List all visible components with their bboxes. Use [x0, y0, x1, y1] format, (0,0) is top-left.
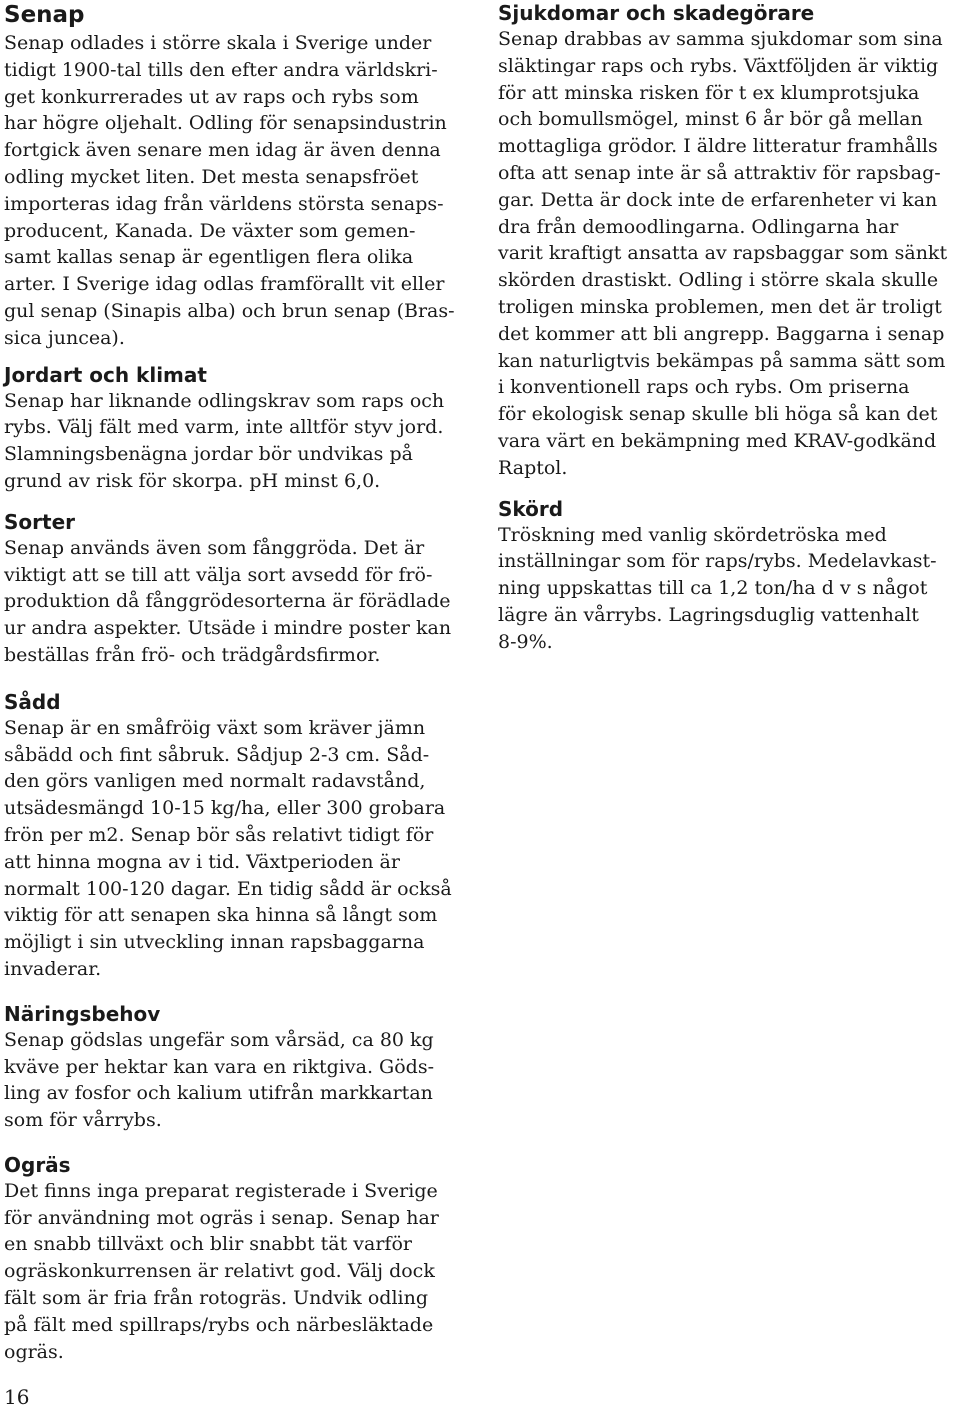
section-spacer	[4, 1134, 470, 1152]
intro-paragraph	[4, 30, 470, 352]
intro-line: Senap odlades i större skala i Sverige under	[4, 32, 432, 54]
intro-line: sica juncea).	[4, 326, 125, 349]
section-heading-ogras: Ogräs	[4, 1152, 71, 1177]
section-heading-skord: Skörd	[498, 496, 564, 521]
intro-line: producent, Kanada. De växter som gemen-	[4, 219, 416, 242]
body-line: viktigt att se till att välja sort avsedd för frö-	[4, 563, 433, 586]
right-column	[498, 0, 958, 656]
body-line: Tröskning med vanlig skördetröska med	[498, 523, 887, 546]
body-line: viktig för att senapen ska hinna så långt som	[4, 904, 438, 927]
body-line: ogräs.	[4, 1340, 64, 1363]
page-number: 16	[4, 1385, 30, 1409]
body-line: ofta att senap inte är så attraktiv för rapsbag-	[498, 161, 941, 184]
section-heading-sorter: Sorter	[4, 509, 75, 534]
body-line: grund av risk för skorpa. pH minst 6,0.	[4, 469, 381, 492]
intro-line: arter. I Sverige idag odlas framförallt vit eller	[4, 273, 445, 296]
section-heading-sjukdomar: Sjukdomar och skadegörare	[498, 1, 815, 25]
body-line: för ekologisk senap skulle bli höga så kan det	[498, 403, 938, 426]
body-line: ling av fosfor och kalium utifrån markkartan	[4, 1082, 433, 1105]
body-line: troligen minska problemen, men det är troligt	[498, 295, 942, 318]
body-line: och bomullsmögel, minst 6 år bör gå mellan	[498, 108, 923, 131]
body-line: Raptol.	[498, 456, 568, 479]
intro-line: har högre oljehalt. Odling för senapsindustrin	[4, 112, 447, 135]
body-line: ur andra aspekter. Utsäde i mindre poster kan	[4, 617, 452, 640]
body-line: skörden drastiskt. Odling i större skala skulle	[498, 269, 939, 292]
body-line: mottagliga grödor. I äldre litteratur framhålls	[498, 135, 938, 158]
body-line: ogräskonkurrensen är relativt god. Välj dock	[4, 1260, 435, 1283]
page-title: Senap	[4, 2, 85, 28]
body-line: Det finns inga preparat registerade i Sverige	[4, 1179, 438, 1202]
section-body-sadd	[4, 715, 470, 983]
section-body-naringsbehov	[4, 1027, 470, 1134]
body-line: Senap drabbas av samma sjukdomar som sina	[498, 28, 943, 50]
body-line: inställningar som för raps/rybs. Medelavkast-	[498, 550, 937, 573]
intro-line: fortgick även senare men idag är även denna	[4, 139, 441, 162]
intro-line: odling mycket liten. Det mesta senapsfröet	[4, 165, 419, 188]
body-line: fält som är fria från rotogräs. Undvik odling	[4, 1287, 429, 1310]
section-heading-jordart: Jordart och klimat	[4, 362, 207, 387]
body-line: normalt 100-120 dagar. En tidig sådd är också	[4, 877, 452, 900]
section-body-jordart	[4, 388, 470, 495]
section-spacer	[498, 482, 958, 496]
section-body-sorter	[4, 535, 470, 669]
intro-line: gul senap (Sinapis alba) och brun senap (Bras-	[4, 299, 455, 322]
section-heading-sadd: Sådd	[4, 689, 61, 714]
body-line: lägre än vårrybs. Lagringsduglig vattenhalt	[498, 603, 919, 626]
body-line: utsädesmängd 10-15 kg/ha, eller 300 grobara	[4, 797, 446, 820]
body-line: Senap är en småfröig växt som kräver jämn	[4, 716, 426, 739]
section-heading-naringsbehov: Näringsbehov	[4, 1001, 161, 1026]
body-line: kan naturligtvis bekämpas på samma sätt som	[498, 349, 946, 372]
body-line: Slamningsbenägna jordar bör undvikas på	[4, 443, 413, 466]
section-spacer	[4, 495, 470, 509]
body-line: 8-9%.	[498, 630, 553, 653]
body-line: dra från demoodlingarna. Odlingarna har	[498, 215, 899, 238]
body-line: för att minska risken för t ex klumprotsjuka	[498, 81, 920, 104]
section-body-skord	[498, 522, 958, 656]
body-line: det kommer att bli angrepp. Baggarna i senap	[498, 322, 945, 345]
body-line: Senap används även som fånggröda. Det är	[4, 536, 425, 559]
left-column	[4, 0, 470, 1365]
section-spacer	[4, 983, 470, 1001]
body-line: vara värt en bekämpning med KRAV-godkänd	[498, 429, 937, 452]
intro-line: tidigt 1900-tal tills den efter andra världskri-	[4, 58, 438, 81]
body-line: den görs vanligen med normalt radavstånd,	[4, 770, 426, 793]
body-line: släktingar raps och rybs. Växtföljden är viktig	[498, 54, 939, 77]
body-line: ning uppskattas till ca 1,2 ton/ha d v s något	[498, 577, 928, 600]
section-spacer	[4, 669, 470, 689]
body-line: såbädd och fint såbruk. Sådjup 2-3 cm. Såd-	[4, 743, 430, 766]
section-body-ogras	[4, 1178, 470, 1366]
body-line: varit kraftigt ansatta av rapsbaggar som sänkt	[498, 242, 948, 265]
body-line: frön per m2. Senap bör sås relativt tidigt för	[4, 823, 434, 846]
body-line: invaderar.	[4, 957, 102, 980]
body-line: som för vårrybs.	[4, 1109, 162, 1132]
body-line: möjligt i sin utveckling innan rapsbaggarna	[4, 931, 425, 954]
body-line: Senap gödslas ungefär som vårsäd, ca 80 kg	[4, 1028, 434, 1051]
body-line: beställas från frö- och trädgårdsfirmor.	[4, 643, 381, 666]
body-line: kväve per hektar kan vara en riktgiva. Göds-	[4, 1055, 434, 1078]
intro-line: importeras idag från världens största senaps-	[4, 192, 444, 215]
section-spacer	[4, 352, 470, 362]
body-line: i konventionell raps och rybs. Om priserna	[498, 376, 910, 399]
body-line: på fält med spillraps/rybs och närbesläktade	[4, 1313, 434, 1336]
body-line: rybs. Välj fält med varm, inte alltför styv jord.	[4, 416, 444, 439]
body-line: för användning mot ogräs i senap. Senap har	[4, 1206, 439, 1229]
body-line: Senap har liknande odlingskrav som raps och	[4, 389, 445, 412]
intro-line: get konkurrerades ut av raps och rybs som	[4, 85, 419, 108]
body-line: att hinna mogna av i tid. Växtperioden är	[4, 850, 400, 873]
body-line: en snabb tillväxt och blir snabbt tät varför	[4, 1233, 412, 1256]
intro-line: samt kallas senap är egentligen flera olika	[4, 246, 414, 269]
body-line: gar. Detta är dock inte de erfarenheter vi kan	[498, 188, 938, 211]
body-line: produktion då fånggrödesorterna är förädlade	[4, 590, 451, 613]
section-body-sjukdomar	[498, 26, 958, 482]
